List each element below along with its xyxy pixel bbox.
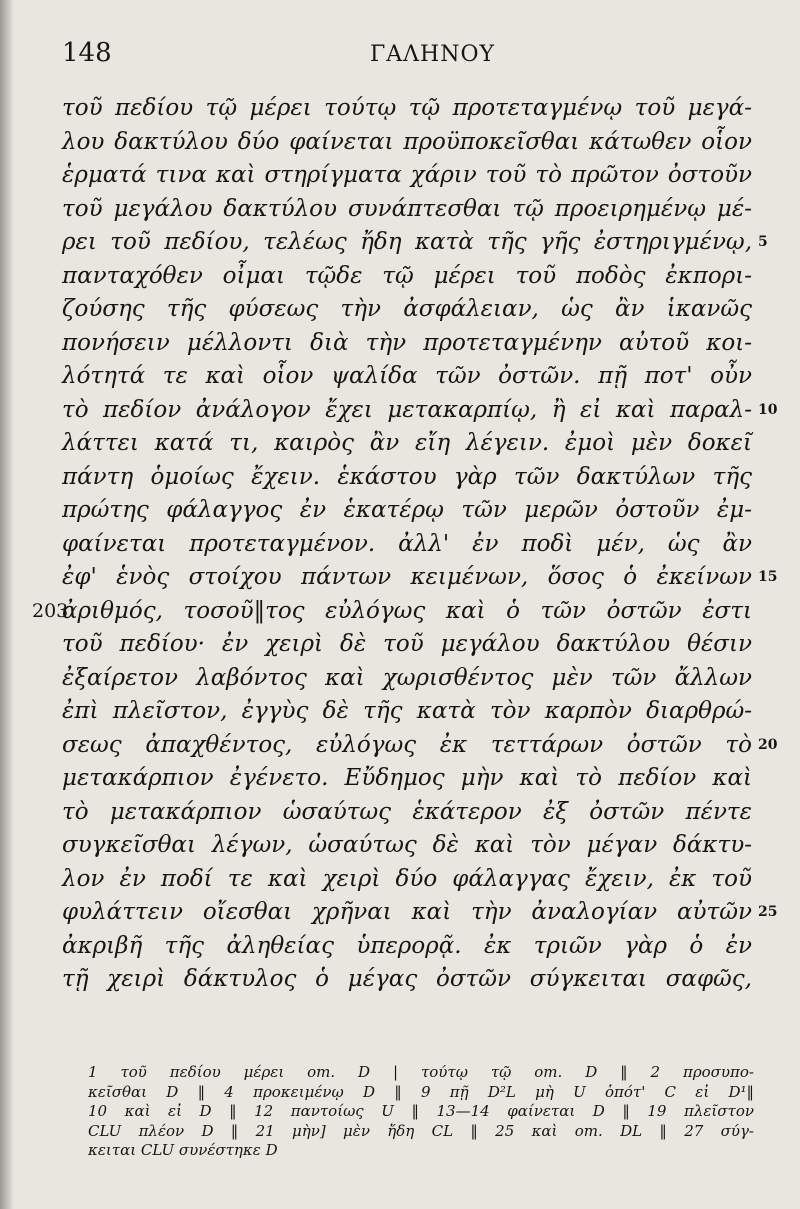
main-text [32, 92, 778, 997]
text-line [62, 193, 752, 227]
line-text: μετακάρπιον ἐγένετο. Εὔδημος μὴν καὶ τὸ πεδίον καὶ [62, 765, 752, 791]
text-line [62, 930, 752, 964]
text-line [62, 159, 752, 193]
text-line [32, 595, 752, 629]
line-text: ἑρματά τινα καὶ στηρίγματα χάριν τοῦ τὸ πρῶτον ὀστοῦν [62, 162, 752, 188]
line-text: λάττει κατά τι, καιρὸς ἂν εἴη λέγειν. ἐμοὶ μὲν δοκεῖ [62, 430, 752, 456]
line-number: 25 [758, 904, 778, 920]
gutter-shadow [0, 0, 14, 1209]
line-text: λου δακτύλου δύο φαίνεται προϋποκεῖσθαι κάτωθεν οἷον [62, 128, 752, 155]
text-line [62, 360, 752, 394]
line-text: πανταχόθεν οἶμαι τῷδε τῷ μέρει τοῦ ποδὸς ἐκπορι- [62, 262, 752, 289]
apparatus-line: 10 καὶ εἰ D ‖ 12 παντοίως U ‖ 13—14 φαίνεται D ‖ 19 πλεῖστον [88, 1102, 754, 1120]
line-text: ἀριθμός, τοσοῦ‖τος εὐλόγως καὶ ὁ τῶν ὀστῶν ἐστι [62, 597, 752, 624]
line-text: τοῦ πεδίου· ἐν χειρὶ δὲ τοῦ μεγάλου δακτύλου θέσιν [62, 631, 752, 657]
line-number: 20 [758, 736, 778, 753]
line-text: ἐπὶ πλεῖστον, ἐγγὺς δὲ τῆς κατὰ τὸν καρπὸν διαρθρώ- [62, 698, 752, 724]
apparatus-line: CLU πλέον D ‖ 21 μὴν] μὲν ἤδη CL ‖ 25 καὶ om. DL ‖ 27 σύγ- [88, 1121, 754, 1140]
text-line [62, 293, 752, 327]
text-line [62, 327, 752, 361]
text-line [62, 829, 752, 863]
line-text: ἐφ' ἑνὸς στοίχου πάντων κειμένων, ὅσος ὁ ἐκείνων [62, 564, 752, 590]
critical-apparatus [88, 1063, 754, 1161]
text-line [62, 628, 752, 662]
text-line [62, 695, 752, 729]
page-number: 148 [62, 38, 112, 68]
line-text: τῇ χειρὶ δάκτυλος ὁ μέγας ὀστῶν σύγκειται σαφῶς, [62, 966, 752, 992]
line-text: ρει τοῦ πεδίου, τελέως ἤδη κατὰ τῆς γῆς ἐστηριγμένῳ, [62, 229, 752, 255]
line-text: ζούσης τῆς φύσεως τὴν ἀσφάλειαν, ὡς ἂν ἱκανῶς [62, 296, 752, 322]
apparatus-line: κεῖσθαι D ‖ 4 προκειμένῳ D ‖ 9 πῇ D²L μὴ U ὁπότ' C εἰ D¹‖ [88, 1082, 754, 1101]
line-text: φαίνεται προτεταγμένον. ἀλλ' ἐν ποδὶ μέν, ὡς ἂν [62, 530, 752, 557]
line-text: ἐξαίρετον λαβόντος καὶ χωρισθέντος μὲν τῶν ἄλλων [62, 664, 752, 691]
text-line [62, 561, 778, 595]
line-text: λον ἐν ποδί τε καὶ χειρὶ δύο φάλαγγας ἔχειν, ἐκ τοῦ [62, 865, 752, 892]
margin-page-reference: 203 [32, 599, 69, 622]
line-text: τὸ μετακάρπιον ὡσαύτως ἑκάτερον ἐξ ὀστῶν πέντε [62, 798, 752, 825]
text-line [62, 863, 752, 897]
text-line [62, 494, 752, 528]
line-text: σεως ἀπαχθέντος, εὐλόγως ἐκ τεττάρων ὀστῶν τὸ [62, 731, 752, 758]
text-line [62, 729, 778, 763]
text-line [62, 126, 752, 160]
line-number: 15 [758, 569, 778, 585]
line-text: φυλάττειν οἴεσθαι χρῆναι καὶ τὴν ἀναλογίαν αὐτῶν [62, 899, 752, 925]
page-header [62, 38, 760, 78]
line-text: συγκεῖσθαι λέγων, ὡσαύτως δὲ καὶ τὸν μέγαν δάκτυ- [62, 832, 752, 858]
text-line [62, 963, 752, 997]
line-text: λότητά τε καὶ οἷον ψαλίδα τῶν ὀστῶν. πῇ ποτ' οὖν [62, 363, 752, 389]
text-line [62, 461, 752, 495]
text-line [62, 796, 752, 830]
text-line [62, 260, 752, 294]
text-line [62, 92, 752, 126]
text-line [62, 226, 768, 260]
line-number: 10 [758, 401, 778, 418]
text-line [62, 896, 778, 930]
line-text: πάντη ὁμοίως ἔχειν. ἑκάστου γὰρ τῶν δακτύλων τῆς [62, 463, 752, 490]
text-line [62, 427, 752, 461]
text-line [62, 662, 752, 696]
text-line [62, 762, 752, 796]
running-title: ΓΑΛΗΝΟΥ [370, 42, 496, 67]
text-line [62, 528, 752, 562]
line-text: τοῦ πεδίου τῷ μέρει τούτῳ τῷ προτεταγμένῳ τοῦ μεγά- [62, 95, 752, 121]
text-line [62, 394, 778, 428]
line-text: ἀκριβῆ τῆς ἀληθείας ὑπερορᾷ. ἐκ τριῶν γὰρ ὁ ἐν [62, 932, 752, 959]
line-text: πονήσειν μέλλοντι διὰ τὴν προτεταγμένην αὐτοῦ κοι- [62, 329, 752, 356]
line-text: τὸ πεδίον ἀνάλογον ἔχει μετακαρπίῳ, ἢ εἰ καὶ παραλ- [62, 396, 752, 423]
line-text: τοῦ μεγάλου δακτύλου συνάπτεσθαι τῷ προειρημένῳ μέ- [62, 195, 752, 222]
apparatus-line: 1 τοῦ πεδίου μέρει om. D | τούτῳ τῷ om. D ‖ 2 προσυπο- [88, 1063, 754, 1081]
apparatus-line: κειται CLU συνέστηκε D [88, 1141, 278, 1159]
line-number: 5 [758, 234, 768, 250]
line-text: πρώτης φάλαγγος ἐν ἑκατέρῳ τῶν μερῶν ὀστοῦν ἐμ- [62, 497, 752, 523]
